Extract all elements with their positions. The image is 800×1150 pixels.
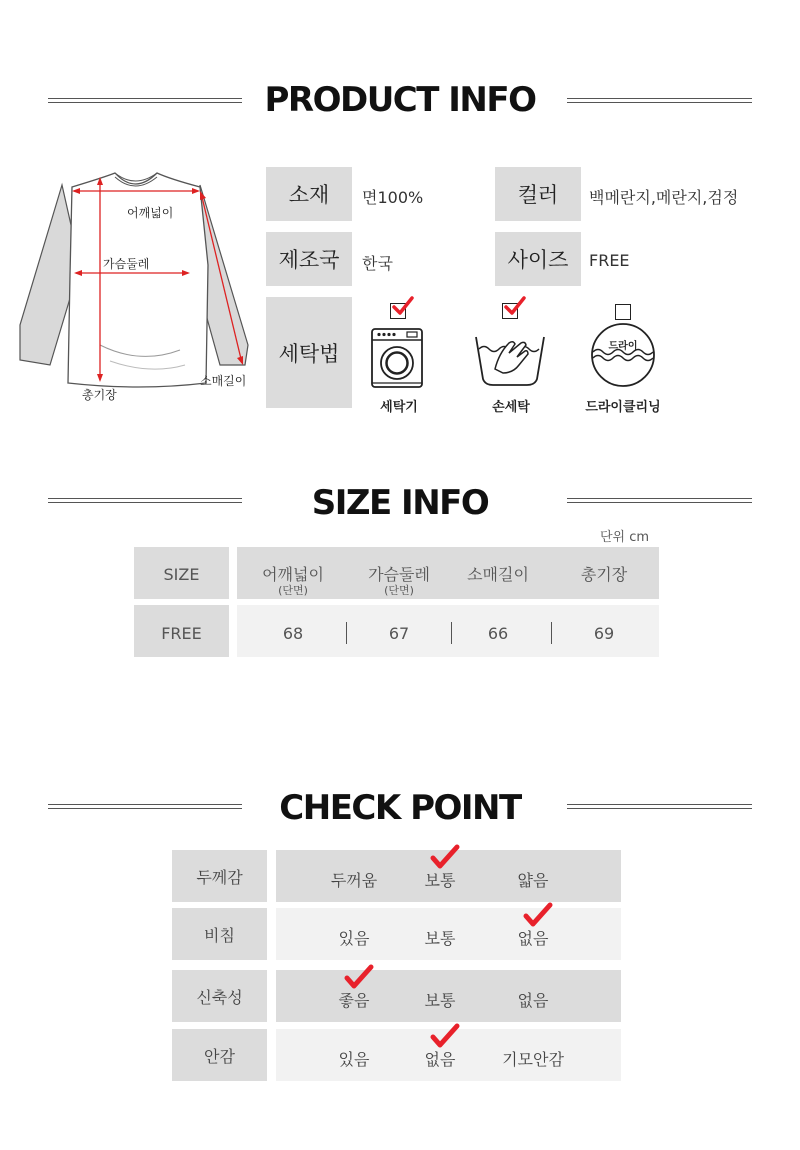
check-point-label: 신축성: [172, 970, 267, 1022]
field-label-color: 컬러: [495, 167, 581, 221]
check-point-option[interactable]: 얇음: [517, 871, 549, 890]
size-header-chest-label: 가슴둘레: [368, 565, 430, 584]
dry-cleaning-checkbox[interactable]: [615, 304, 631, 320]
field-label-washing: 세탁법: [266, 297, 352, 408]
size-info-title: SIZE INFO: [311, 483, 489, 523]
check-point-label: 두께감: [172, 850, 267, 902]
check-mark-icon: [430, 1023, 460, 1049]
field-value-origin: 한국: [362, 254, 393, 273]
size-header-shoulder-sub: (단면): [278, 584, 308, 597]
field-value-color: 백메란지,메란지,검정: [589, 188, 739, 207]
column-divider: [346, 622, 347, 644]
diagram-label-chest: 가슴둘레: [103, 257, 150, 271]
field-value-material: 면100%: [362, 188, 424, 207]
check-point-option[interactable]: 보통: [424, 929, 456, 948]
check-mark-icon: [504, 296, 526, 318]
column-divider: [451, 622, 452, 644]
washing-option-machine: 세탁기: [380, 400, 418, 415]
check-point-label: 안감: [172, 1029, 267, 1081]
hand-wash-icon: [473, 335, 547, 387]
check-mark-icon: [392, 296, 414, 318]
size-header-shoulder: [248, 562, 338, 596]
field-label-origin: 제조국: [266, 232, 352, 286]
check-point-option[interactable]: 기모안감: [502, 1050, 564, 1069]
size-header-shoulder-label: 어깨넓이: [262, 565, 324, 584]
size-header-size: SIZE: [163, 565, 200, 584]
size-value-sleeve: 66: [487, 624, 509, 643]
diagram-label-total-length: 총기장: [82, 388, 117, 402]
check-point-option[interactable]: 없음: [517, 929, 549, 948]
size-value-chest: 67: [388, 624, 410, 643]
field-label-material: 소재: [266, 167, 352, 221]
check-mark-icon: [430, 844, 460, 870]
washing-option-dry: 드라이클리닝: [585, 400, 661, 415]
check-mark-icon: [523, 902, 553, 928]
size-header-chest: [354, 562, 444, 596]
check-point-option[interactable]: 없음: [424, 1050, 456, 1069]
size-value-shoulder: 68: [282, 624, 304, 643]
size-value-total-length: 69: [593, 624, 615, 643]
field-label-size: 사이즈: [495, 232, 581, 286]
dry-cleaning-icon: [590, 322, 656, 388]
product-info-title: PRODUCT INFO: [264, 80, 536, 120]
check-point-option[interactable]: 두꺼움: [330, 871, 378, 890]
washing-machine-icon: [371, 328, 423, 388]
dry-icon-text: 드라이: [608, 341, 638, 352]
size-header-total-length: 총기장: [580, 565, 628, 584]
size-header-chest-sub: (단면): [384, 584, 414, 597]
check-point-option[interactable]: 있음: [338, 1050, 370, 1069]
garment-diagram: [10, 165, 260, 405]
check-mark-icon: [344, 964, 374, 990]
check-point-option[interactable]: 보통: [424, 991, 456, 1010]
diagram-label-shoulder: 어깨넓이: [127, 206, 174, 220]
check-point-label: 비침: [172, 908, 267, 960]
diagram-label-sleeve: 소매길이: [200, 374, 247, 388]
column-divider: [551, 622, 552, 644]
field-value-size: FREE: [589, 251, 630, 270]
size-header-sleeve: 소매길이: [467, 565, 529, 584]
size-row-size: FREE: [161, 624, 202, 643]
check-point-option[interactable]: 보통: [424, 871, 456, 890]
check-point-option[interactable]: 좋음: [338, 991, 370, 1010]
check-point-option[interactable]: 있음: [338, 929, 370, 948]
washing-option-hand: 손세탁: [492, 400, 530, 415]
check-point-title: CHECK POINT: [279, 788, 521, 828]
check-point-option[interactable]: 없음: [517, 991, 549, 1010]
size-unit: 단위 cm: [600, 530, 650, 545]
